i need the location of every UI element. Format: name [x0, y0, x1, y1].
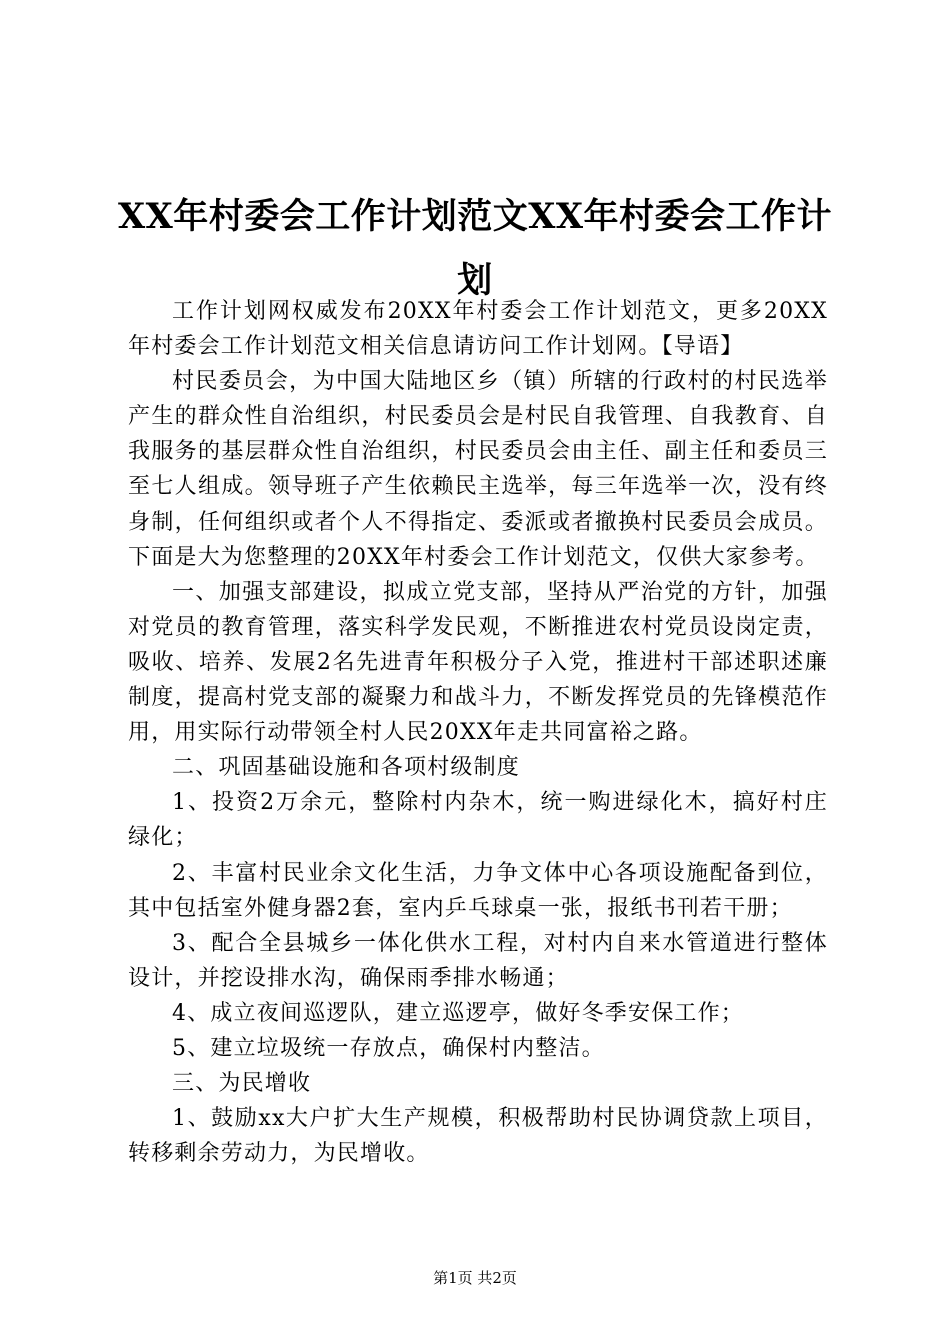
document-body	[128, 294, 828, 1171]
paragraph-item-3: 3、配合全县城乡一体化供水工程，对村内自来水管道进行整体设计，并挖设排水沟，确保雨季排水畅通；	[128, 930, 828, 991]
paragraph-item-5: 5、建立垃圾统一存放点，确保村内整洁。	[172, 1035, 605, 1061]
paragraph-section-three-heading: 三、为民增收	[172, 1071, 312, 1097]
paragraph-section-two-heading: 二、巩固基础设施和各项村级制度	[172, 755, 521, 781]
paragraph-item-2: 2、丰富村民业余文化生活，力争文体中心各项设施配备到位，其中包括室外健身器2套，室内乒乓球桌一张，报纸书刊若干册；	[128, 860, 828, 921]
paragraph-definition: 村民委员会，为中国大陆地区乡（镇）所辖的行政村的村民选举产生的群众性自治组织，村民委员会是村民自我管理、自我教育、自我服务的基层群众性自治组织，村民委员会由主任、副主任和委员三至七人组成。领导班子产生依赖民主选举，每三年选举一次，没有终身制，任何组织或者个人不得指定、委派或者撤换村民委员会成员。下面是大为您整理的20XX年村委会工作计划范文，仅供大家参考。	[128, 369, 828, 570]
page-footer: 第1页 共2页	[433, 1269, 517, 1287]
paragraph-intro: 工作计划网权威发布20XX年村委会工作计划范文，更多20XX年村委会工作计划范文相关信息请访问工作计划网。【导语】	[128, 299, 828, 360]
paragraph-section-three-item-1: 1、鼓励xx大户扩大生产规模，积极帮助村民协调贷款上项目，转移剩余劳动力，为民增收。	[128, 1106, 828, 1167]
document-title: XX年村委会工作计划范文XX年村委会工作计划	[117, 196, 833, 301]
paragraph-item-4: 4、成立夜间巡逻队，建立巡逻亭，做好冬季安保工作；	[172, 1000, 744, 1026]
paragraph-section-one: 一、加强支部建设，拟成立党支部，坚持从严治党的方针，加强对党员的教育管理，落实科学发民观，不断推进农村党员设岗定责，吸收、培养、发展2名先进青年积极分子入党，推进村干部述职述廉制度，提高村党支部的凝聚力和战斗力，不断发挥党员的先锋模范作用，用实际行动带领全村人民20XX年走共同富裕之路。	[128, 579, 828, 746]
paragraph-item-1: 1、投资2万余元，整除村内杂木，统一购进绿化木，搞好村庄绿化；	[128, 790, 828, 851]
